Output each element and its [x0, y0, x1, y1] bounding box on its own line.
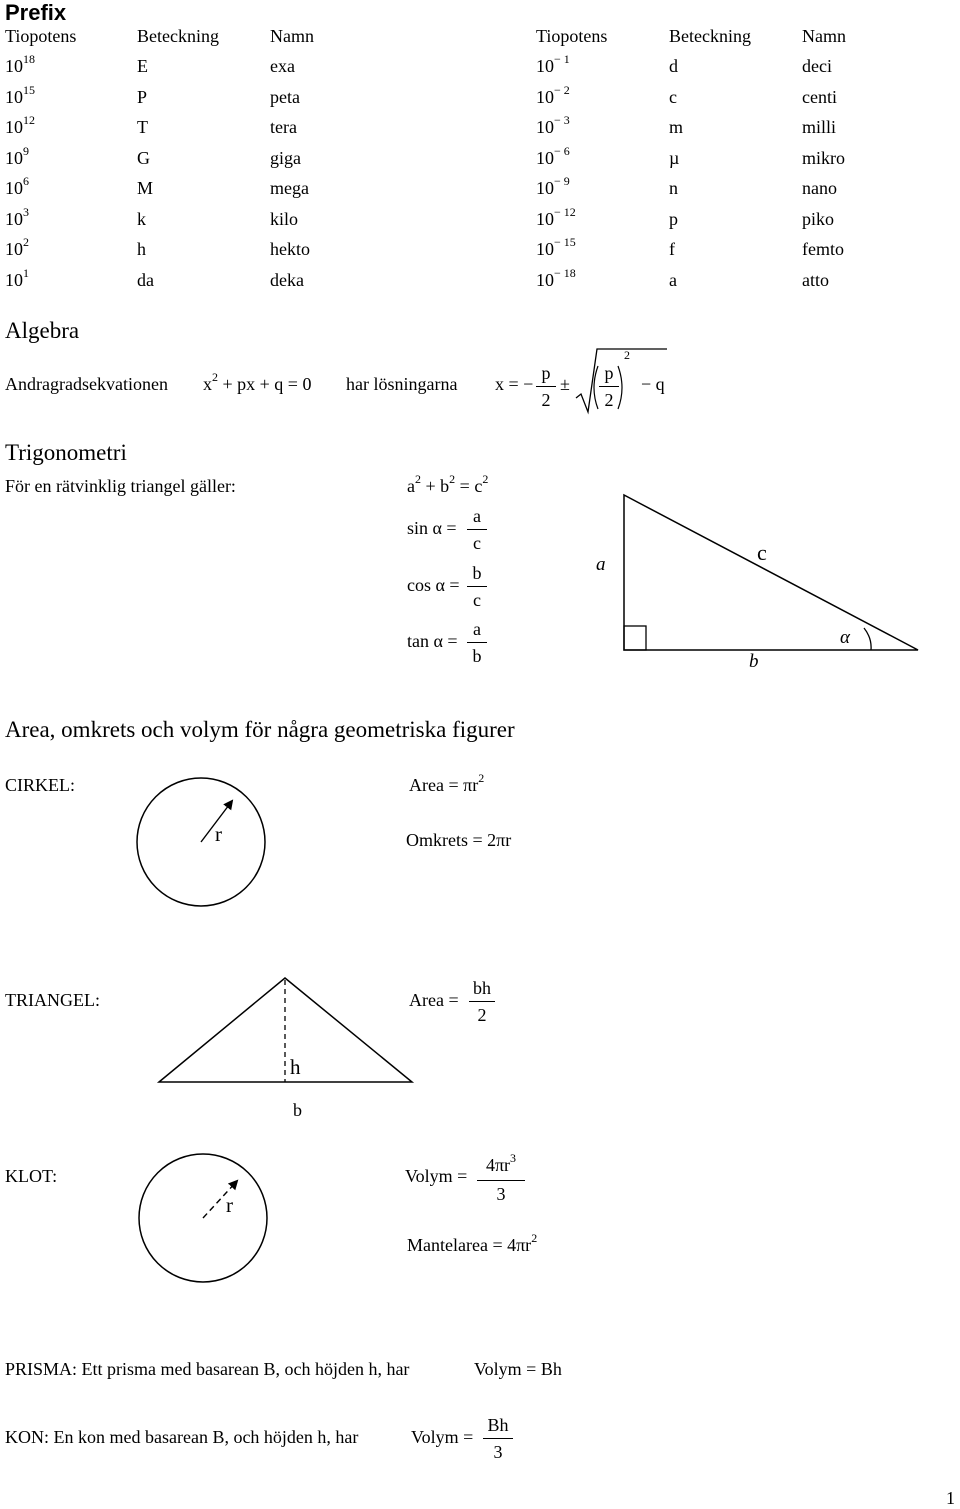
prefix-symbol: M	[137, 178, 154, 198]
prefix-name: hekto	[270, 239, 310, 259]
right-angle-marker	[624, 626, 646, 650]
prefix-power: $10^1$	[5, 266, 29, 290]
triangle-side-a: a	[596, 554, 606, 575]
prefix-symbol: f	[669, 239, 675, 259]
root-left-paren	[594, 366, 598, 409]
prefix-power: $10^{- 18}$	[536, 266, 576, 290]
prefix-heading: Prefix	[5, 0, 67, 25]
prefix-symbol: µ	[669, 148, 680, 168]
prefix-power: $10^{12}$	[5, 113, 35, 137]
sphere-radius-arrow	[203, 1181, 237, 1218]
prefix-symbol: h	[137, 239, 146, 259]
prefix-name: deka	[270, 270, 304, 290]
prefix-name: nano	[802, 178, 837, 198]
triangle-side-b: b	[749, 651, 759, 672]
algebra-heading: Algebra	[5, 318, 80, 343]
circle-area-formula: Area = $\pi r^2$	[409, 771, 485, 795]
circle-radius-label: r	[215, 822, 222, 846]
pythagoras-formula: $a^2 + b^2 = c^2$	[407, 472, 489, 496]
triangle-label: TRIANGEL:	[5, 990, 100, 1010]
cone-formula-lhs: Volym =	[411, 1427, 474, 1447]
prefix-power: $10^9$	[5, 144, 29, 168]
cos-fraction: b c	[467, 560, 487, 613]
prefix-symbol: T	[137, 117, 148, 137]
sphere-volume-fraction: $4\pi r^3$ 3	[477, 1152, 525, 1207]
prism-formula: Volym = Bh	[474, 1359, 562, 1379]
prefix-power: $10^{- 12}$	[536, 205, 576, 229]
cone-formula-fraction: Bh 3	[483, 1412, 513, 1465]
col-header-power-right: Tiopotens	[536, 26, 608, 46]
circle-label: CIRKEL:	[5, 775, 75, 795]
prefix-name: tera	[270, 117, 297, 137]
solution-lhs: x = −	[495, 374, 534, 394]
col-header-name-left: Namn	[270, 26, 314, 46]
prefix-name: piko	[802, 209, 835, 229]
sin-fraction: a c	[467, 503, 487, 556]
prefix-name: mikro	[802, 148, 845, 168]
circle-circumference-formula: Omkrets = 2πr	[406, 830, 512, 850]
right-triangle-figure	[624, 495, 918, 650]
prefix-power: $10^{- 2}$	[536, 83, 570, 107]
prefix-name: centi	[802, 87, 837, 107]
sphere-volume-lhs: Volym =	[405, 1166, 468, 1186]
prism-text: PRISMA: Ett prisma med basarean B, och höjden h, har	[5, 1359, 410, 1379]
triangle-side-c: c	[757, 540, 767, 565]
col-header-name-right: Namn	[802, 26, 846, 46]
prefix-name: peta	[270, 87, 300, 107]
prefix-name: femto	[802, 239, 844, 259]
prefix-name: deci	[802, 56, 832, 76]
cone-text: KON: En kon med basarean B, och höjden h, har	[5, 1427, 359, 1447]
sphere-label: KLOT:	[5, 1166, 58, 1186]
tan-fraction: a b	[467, 616, 487, 669]
circle-radius-arrow	[201, 801, 232, 842]
triangle-area-fraction: bh 2	[469, 975, 495, 1028]
prefix-name: atto	[802, 270, 829, 290]
col-header-power-left: Tiopotens	[5, 26, 77, 46]
prefix-symbol: P	[137, 87, 148, 107]
prefix-name: giga	[270, 148, 301, 168]
prefix-power: $10^3$	[5, 205, 29, 229]
prefix-power: $10^{15}$	[5, 83, 35, 107]
prefix-symbol: G	[137, 148, 150, 168]
prefix-name: exa	[270, 56, 295, 76]
prefix-power: $10^6$	[5, 174, 29, 198]
prefix-name: kilo	[270, 209, 299, 229]
prefix-power: $10^{- 15}$	[536, 235, 576, 259]
root-right-paren	[618, 366, 622, 409]
triangle-height-label: h	[290, 1055, 301, 1079]
prefix-name: milli	[802, 117, 837, 137]
trig-intro: För en rätvinklig triangel gäller:	[5, 476, 236, 496]
tan-lhs: tan α =	[407, 631, 458, 651]
geometry-heading: Area, omkrets och volym för några geometriska figurer	[5, 717, 515, 742]
root-exponent: 2	[624, 348, 630, 362]
prefix-power: $10^{18}$	[5, 52, 35, 76]
root-minus-q: − q	[641, 374, 665, 394]
prefix-symbol: n	[669, 178, 678, 198]
prefix-symbol: d	[669, 56, 678, 76]
quadratic-equation: $x^2$ + px + q = 0	[203, 370, 312, 394]
triangle-figure	[159, 978, 412, 1082]
solution-connector: har lösningarna	[346, 374, 458, 394]
solution-fraction: p 2	[536, 360, 556, 413]
circle-figure	[137, 778, 265, 906]
prefix-symbol: E	[137, 56, 148, 76]
prefix-name: mega	[270, 178, 309, 198]
prefix-symbol: k	[137, 209, 146, 229]
triangle-area-lhs: Area =	[409, 990, 459, 1010]
page-number: 1	[946, 1488, 955, 1508]
sphere-radius-label: r	[226, 1193, 233, 1217]
sphere-figure	[139, 1154, 267, 1282]
col-header-symbol-left: Beteckning	[137, 26, 219, 46]
prefix-symbol: a	[669, 270, 677, 290]
prefix-power: $10^{- 1}$	[536, 52, 570, 76]
triangle-angle-alpha: α	[840, 627, 850, 648]
root-fraction: p 2	[599, 360, 619, 413]
sin-lhs: sin α =	[407, 518, 457, 538]
prefix-symbol: m	[669, 117, 684, 137]
prefix-symbol: p	[669, 209, 678, 229]
col-header-symbol-right: Beteckning	[669, 26, 751, 46]
cos-lhs: cos α =	[407, 575, 460, 595]
prefix-symbol: c	[669, 87, 677, 107]
prefix-power: $10^{- 3}$	[536, 113, 570, 137]
prefix-power: $10^{- 6}$	[536, 144, 570, 168]
trig-heading: Trigonometri	[5, 440, 127, 465]
prefix-power: $10^{- 9}$	[536, 174, 570, 198]
angle-arc	[864, 628, 871, 650]
sphere-surface-formula: Mantelarea = $4\pi r^2$	[407, 1231, 538, 1255]
prefix-symbol: da	[137, 270, 154, 290]
quadratic-label: Andragradsekvationen	[5, 374, 168, 394]
plus-minus: ±	[560, 374, 570, 394]
prefix-power: $10^2$	[5, 235, 29, 259]
triangle-base-label: b	[293, 1100, 302, 1120]
